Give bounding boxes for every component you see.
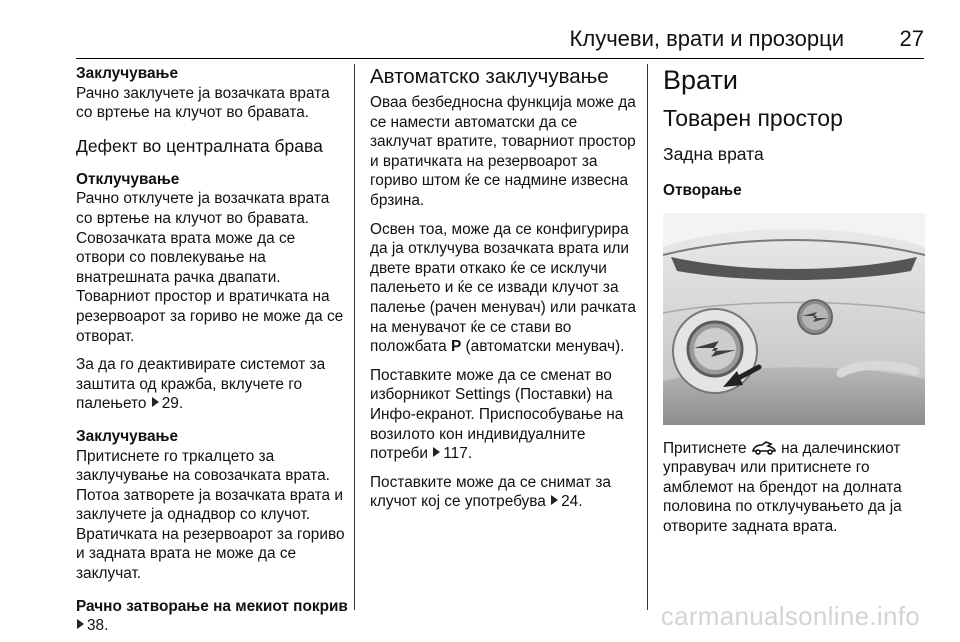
column-left — [76, 64, 348, 636]
press-text: Притиснете — [663, 439, 747, 457]
heading-locking-2: Заклучување — [76, 427, 179, 445]
arrow-ref-icon — [551, 495, 558, 505]
configure-text-end: (автоматски менувач). — [465, 338, 625, 356]
heading-central-lock-defect: Дефект во централната брава — [76, 135, 323, 156]
page-ref-link[interactable]: 29. — [161, 395, 184, 413]
heading-tailgate: Задна врата — [663, 144, 764, 164]
heading-doors: Врати — [663, 65, 738, 95]
header-title: Клучеви, врати и прозорци — [569, 26, 844, 51]
press-text-rest: на далечинскиот управувач или притиснете го амблемот на брендот на долната половина по отклучувањето да ја отворите задната врата. — [663, 439, 902, 535]
paragraph-settings — [370, 366, 640, 464]
heading-soft-top: Рачно затворање на мекиот покрив — [76, 597, 348, 615]
saved-text: Поставките може да се снимат за клучот кој се употребува — [370, 473, 611, 511]
deactivate-text: За да го деактивирате системот за заштита од кражба, вклучете го палењето — [76, 356, 326, 413]
paragraph-automatic-locking: Оваа безбедносна функција може да се намести автоматски да се заклучат вратите, товарниот простор и вратичката на резервоарот за гориво штом ќе се надмине извесна брзина. — [370, 94, 636, 209]
heading-locking: Заклучување — [76, 65, 179, 82]
page-ref-link[interactable]: 117. — [443, 445, 473, 463]
heading-unlocking: Отклучување — [76, 170, 180, 188]
column-middle — [370, 64, 640, 512]
paragraph-locking-2: Притиснете го тркалцето за заклучување на совозачката врата. Потоа затворете ја возачката врата и заклучете ја однадвор со клучот. Вратичката на резервоарот за гориво и задната врата не може да се заклучат. — [76, 447, 345, 583]
paragraph-deactivate — [76, 355, 348, 414]
brand-emblem — [798, 300, 832, 334]
car-open-icon — [751, 440, 777, 456]
page-number: 27 — [899, 26, 924, 51]
tailgate-emblem-illustration — [663, 213, 925, 425]
paragraph-press-remote — [663, 439, 925, 537]
column-divider — [647, 64, 648, 610]
page-header — [76, 14, 924, 52]
paragraph-saved — [370, 473, 640, 512]
arrow-ref-icon — [77, 619, 84, 629]
brand-emblem-detail — [688, 322, 742, 376]
paragraph-configure — [370, 220, 640, 357]
configure-text: Освен тоа, може да се конфигурира да ја отклучува возачката врата или двете врати откако ќе се исклучи палењето и ќе се извади клучот за палење (рачен менувач) или рачката на менувачот ќе се стави во положбата — [370, 220, 636, 356]
page-ref-link[interactable]: 24. — [561, 493, 583, 511]
heading-opening: Отворање — [663, 182, 742, 199]
header-rule — [76, 58, 924, 59]
page-ref-link[interactable]: 38. — [87, 617, 109, 635]
gear-position-p: P — [450, 338, 462, 356]
arrow-ref-icon — [433, 447, 440, 457]
column-right — [663, 64, 925, 537]
watermark: carmanualsonline.info — [660, 601, 920, 631]
settings-text: Поставките може да се сменат во изборникот Settings (Поставки) на Инфо-екранот. Приспособување на возилото кон индивидуалните потреби — [370, 366, 624, 463]
column-divider — [354, 64, 355, 610]
arrow-ref-icon — [152, 397, 159, 407]
paragraph-locking: Рачно заклучете ја возачката врата со вртење на клучот во бравата. — [76, 84, 330, 122]
paragraph-unlocking: Рачно отклучете ја возачката врата со вртење на клучот во бравата. Совозачката врата може да се отвори со повлекување на внатрешната рачка двапати. Товарниот простор и вратичката на резервоарот за гориво не може да се отворат. — [76, 190, 344, 345]
heading-cargo-space: Товарен простор — [663, 105, 843, 131]
paragraph-soft-top-ref — [76, 616, 348, 636]
heading-automatic-locking: Автоматско заклучување — [370, 65, 609, 88]
